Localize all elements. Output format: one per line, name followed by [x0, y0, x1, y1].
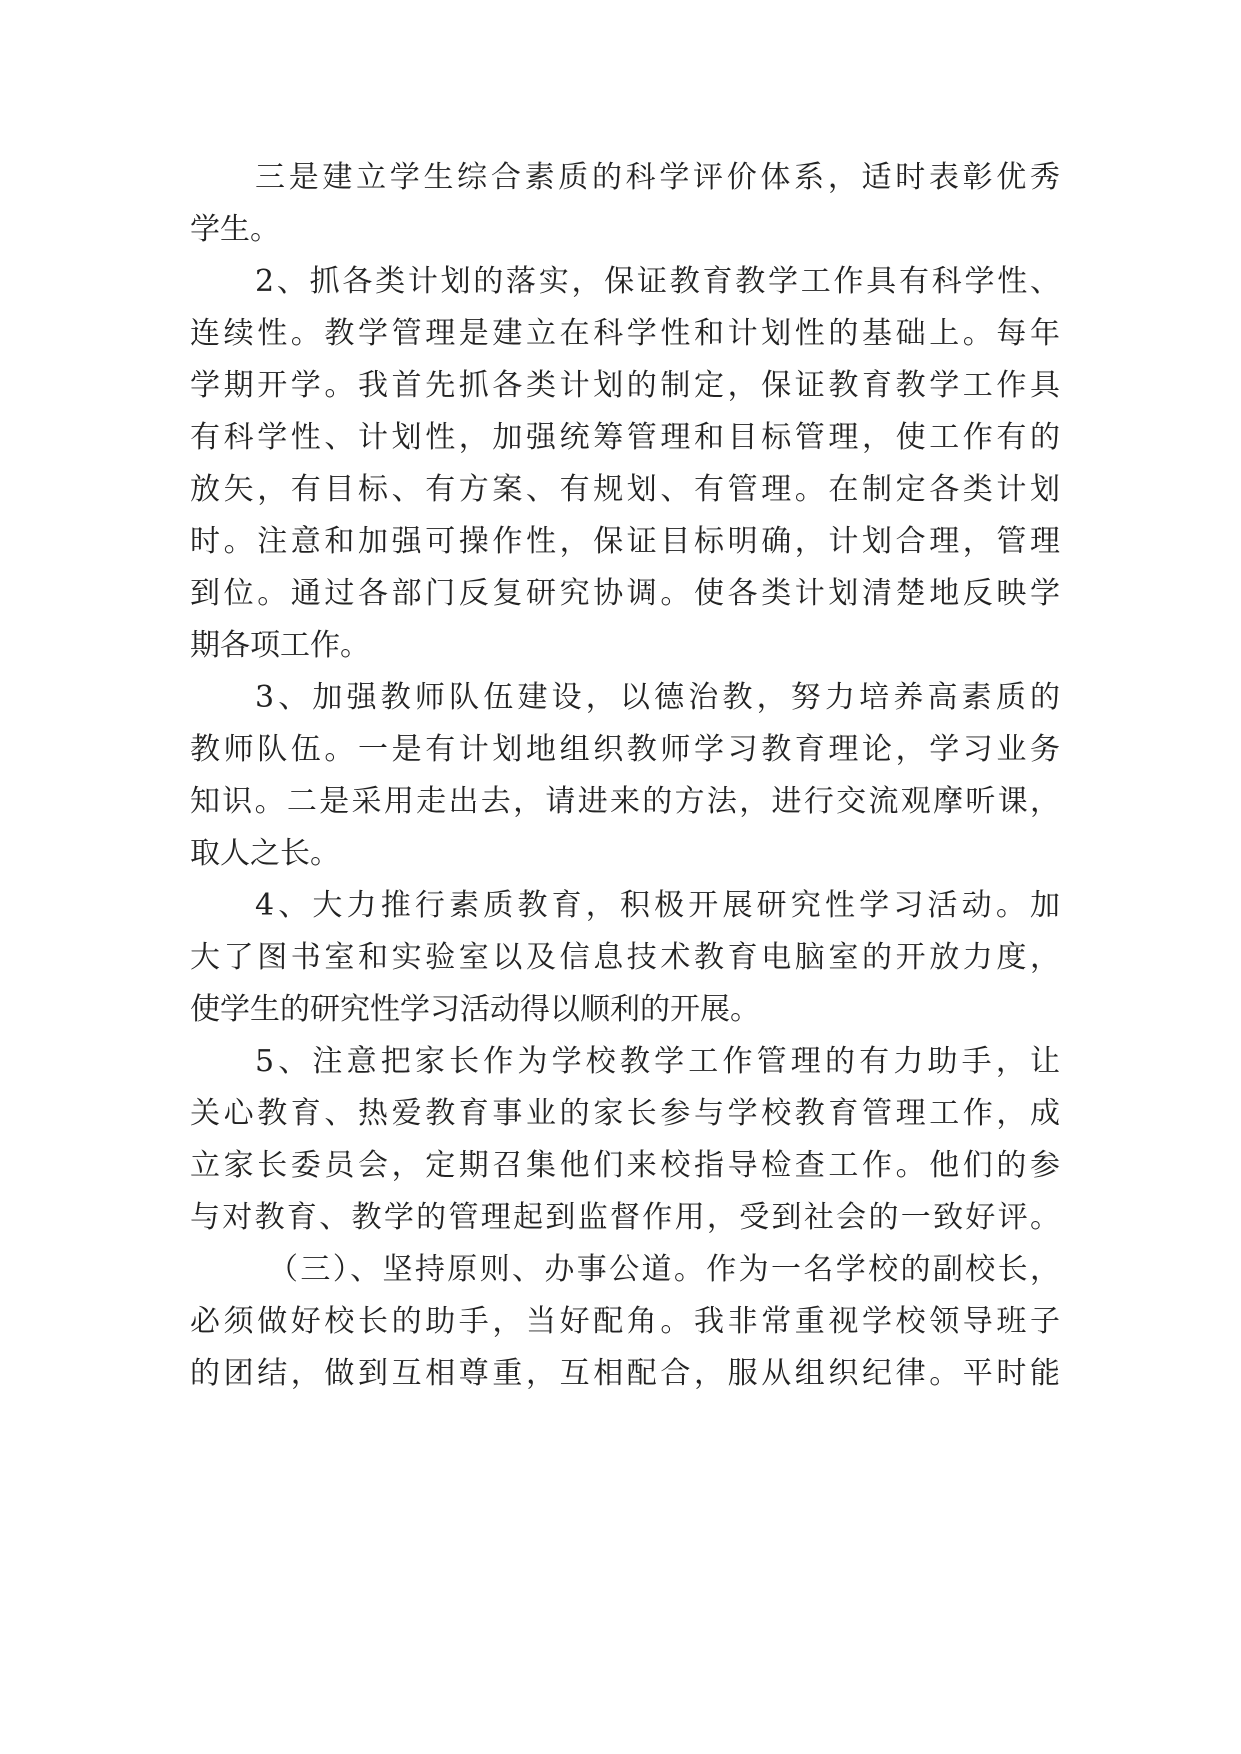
text-line: 必须做好校长的助手，当好配角。我非常重视学校领导班子 — [190, 1304, 1060, 1339]
text-line: 大了图书室和实验室以及信息技术教育电脑室的开放力度， — [190, 940, 1060, 975]
text-line: 连续性。教学管理是建立在科学性和计划性的基础上。每年 — [190, 316, 1060, 351]
text-line: 知识。二是采用走出去，请进来的方法，进行交流观摩听课， — [190, 784, 1060, 819]
text-line: 使学生的研究性学习活动得以顺利的开展。 — [190, 992, 760, 1027]
text-line: 教师队伍。一是有计划地组织教师学习教育理论，学习业务 — [190, 732, 1060, 767]
text-line: 的团结，做到互相尊重，互相配合，服从组织纪律。平时能 — [190, 1356, 1060, 1391]
text-line: 学生。 — [190, 212, 280, 247]
text-line: 期各项工作。 — [190, 628, 370, 663]
text-line: 关心教育、热爱教育事业的家长参与学校教育管理工作，成 — [190, 1096, 1060, 1131]
text-line: 4、大力推行素质教育，积极开展研究性学习活动。加 — [255, 888, 1060, 923]
text-line: 3、加强教师队伍建设，以德治教，努力培养高素质的 — [255, 680, 1060, 715]
text-line: 放矢，有目标、有方案、有规划、有管理。在制定各类计划 — [190, 472, 1060, 507]
text-line: 2、抓各类计划的落实，保证教育教学工作具有科学性、 — [255, 264, 1060, 299]
text-line: （三）、坚持原则、办事公道。作为一名学校的副校长， — [268, 1252, 1060, 1287]
text-line: 到位。通过各部门反复研究协调。使各类计划清楚地反映学 — [190, 576, 1060, 611]
text-line: 有科学性、计划性，加强统筹管理和目标管理，使工作有的 — [190, 420, 1060, 455]
text-line: 三是建立学生综合素质的科学评价体系，适时表彰优秀 — [255, 160, 1060, 195]
text-line: 时。注意和加强可操作性，保证目标明确，计划合理，管理 — [190, 524, 1060, 559]
text-line: 立家长委员会，定期召集他们来校指导检查工作。他们的参 — [190, 1148, 1060, 1183]
text-line: 取人之长。 — [190, 836, 340, 871]
text-line: 与对教育、教学的管理起到监督作用，受到社会的一致好评。 — [190, 1200, 1060, 1235]
text-line: 5、注意把家长作为学校教学工作管理的有力助手，让 — [255, 1044, 1060, 1079]
text-line: 学期开学。我首先抓各类计划的制定，保证教育教学工作具 — [190, 368, 1060, 403]
